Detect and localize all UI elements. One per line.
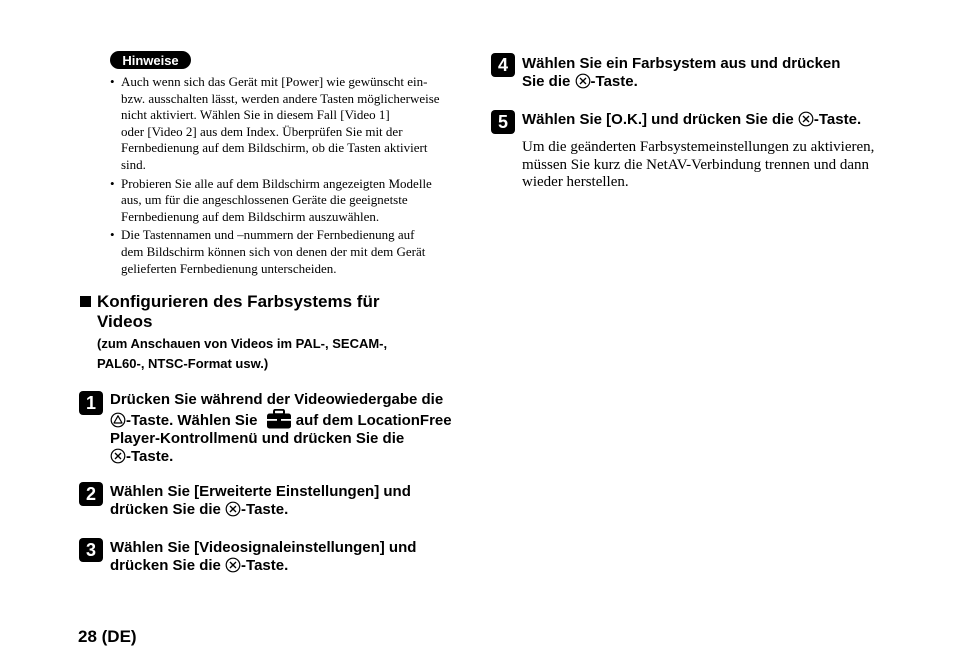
step-number-5: 5 bbox=[491, 110, 515, 134]
section-subtitle: (zum Anschauen von Videos im PAL-, SECAM-, PAL60-, NTSC-Format usw.) bbox=[97, 336, 388, 371]
x-button-icon bbox=[225, 501, 241, 517]
toolbox-icon bbox=[266, 409, 292, 429]
step-1-text: Drücken Sie während der Videowiedergabe die -Taste. Wählen Sie auf dem LocationFree Player-Kontrollmenü und drücken Sie die -Taste. bbox=[110, 391, 452, 465]
x-button-icon bbox=[798, 111, 814, 127]
note-item: • Auch wenn sich das Gerät mit [Power] wie gewünscht ein- bzw. ausschalten lässt, werden andere Tasten möglicherweise nicht aktiviert. Wählen Sie in diesem Fall [Video 1] oder [Video 2] aus dem Index. Überprüfen Sie mit der Fernbedienung auf dem Bildschirm, ob die Tasten aktiviert sind. bbox=[110, 74, 440, 172]
note-item: • Probieren Sie alle auf dem Bildschirm angezeigten Modelle aus, um für die angeschlossenen Geräte die geeignetste Fernbedienung auf dem Bildschirm auszuwählen. bbox=[110, 175, 432, 224]
step-4-text: Wählen Sie ein Farbsystem aus und drücken Sie die -Taste. bbox=[522, 55, 841, 90]
step-number-3: 3 bbox=[79, 538, 103, 562]
page-number: 28 (DE) bbox=[78, 627, 137, 646]
step-number-2: 2 bbox=[79, 482, 103, 506]
step-number-1: 1 bbox=[79, 391, 103, 415]
x-button-icon bbox=[110, 448, 126, 464]
hinweise-badge: Hinweise bbox=[110, 51, 191, 69]
triangle-button-icon bbox=[110, 412, 126, 428]
step-5-text: Wählen Sie [O.K.] und drücken Sie die -Taste. bbox=[522, 111, 862, 128]
step-2-text: Wählen Sie [Erweiterte Einstellungen] und drücken Sie die -Taste. bbox=[110, 483, 411, 518]
notes-list bbox=[110, 74, 464, 279]
section-square-icon bbox=[80, 296, 91, 307]
section-title: Konfigurieren des Farbsystems für Videos bbox=[97, 292, 380, 331]
x-button-icon bbox=[575, 73, 591, 89]
step-number-4: 4 bbox=[491, 53, 515, 77]
step-5-paragraph: Um die geänderten Farbsystemeinstellungen zu aktivieren, müssen Sie kurz die NetAV-Verbindung trennen und dann wieder herstellen. bbox=[522, 139, 875, 190]
note-item: • Die Tastennamen und –nummern der Fernbedienung auf dem Bildschirm können sich von denen der mit dem Gerät gelieferten Fernbedienung unterscheiden. bbox=[110, 227, 426, 276]
x-button-icon bbox=[225, 557, 241, 573]
step-3-text: Wählen Sie [Videosignaleinstellungen] und drücken Sie die -Taste. bbox=[110, 539, 417, 574]
